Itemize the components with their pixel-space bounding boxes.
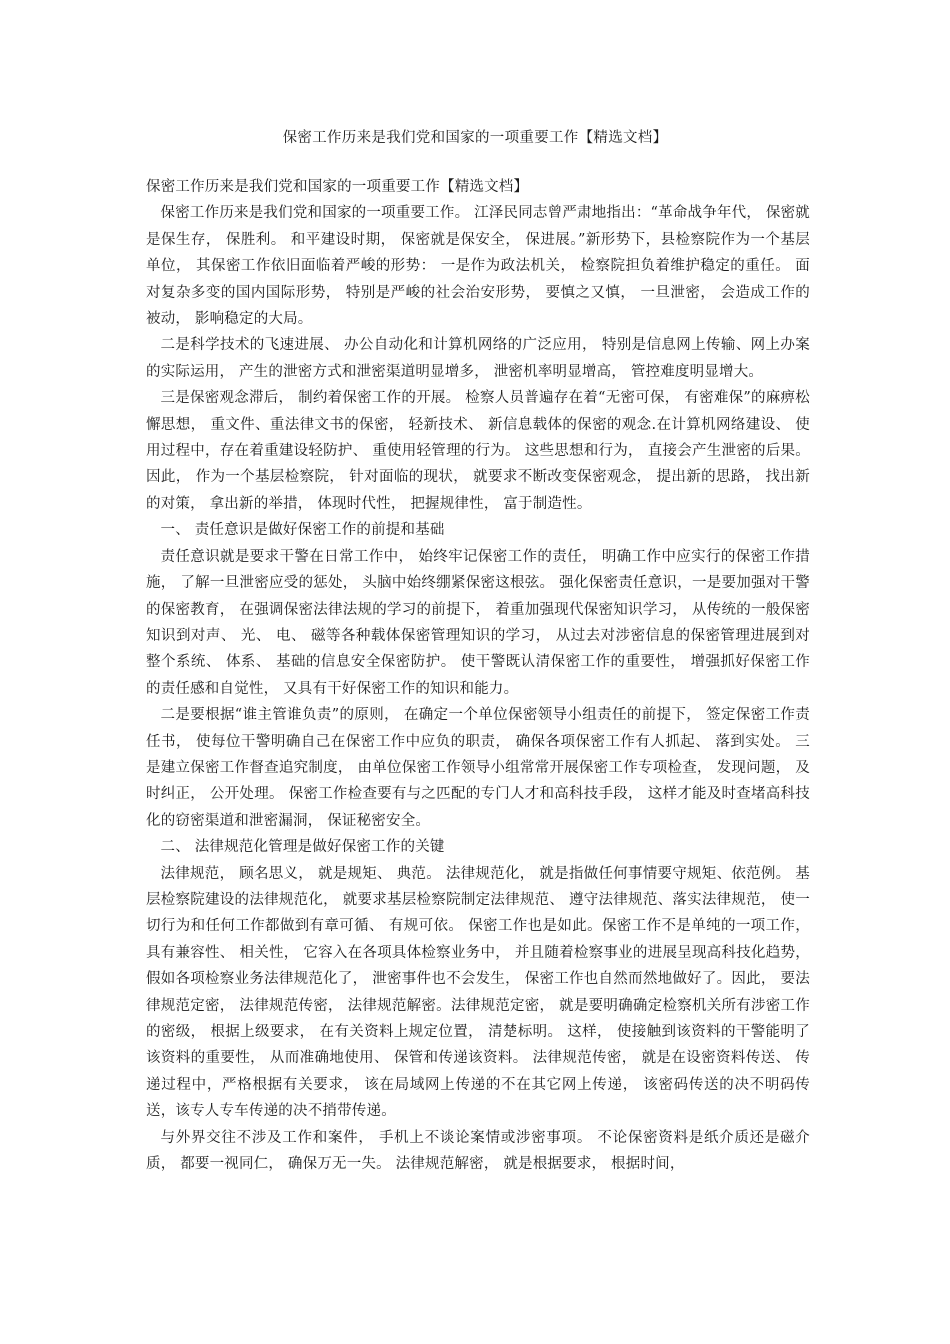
paragraph: 责任意识就是要求干警在日常工作中， 始终牢记保密工作的责任， 明确工作中应实行的保密工作措施， 了解一旦泄密应受的惩处， 头脑中始终绷紧保密这根弦。 强化保密责任意识，一是要加强对干警的保密教育， 在强调保密法律法规的学习的前提下， 着重加强现代保密知识学习， 从传统的一般保密知识到对声、 光、 电、 磁等各种载体保密管理知识的学习， 从过去对涉密信息的保密管理进展到对整个系统、 体系、 基础的信息安全保密防护。 使干警既认清保密工作的重要性， 增强抓好保密工作的责任感和自觉性， 又具有干好保密工作的知识和能力。 — [146, 548, 810, 697]
paragraph: 与外界交往不涉及工作和案件， 手机上不谈论案情或涉密事项。 不论保密资料是纸介质还是磁介质， 都要一视同仁， 确保万无一失。 法律规范解密， 就是根据要求， 根据时间， — [146, 1129, 810, 1173]
section-heading-1: 一、 责任意识是做好保密工作的前提和基础 — [160, 522, 445, 539]
paragraph: 保密工作历来是我们党和国家的一项重要工作。 江泽民同志曾严肃地指出：“革命战争年代， 保密就是保生存， 保胜利。 和平建设时期， 保密就是保安全， 保进展。”新形势下，县检察院作为一个基层单位， 其保密工作依旧面临着严峻的形势： 一是作为政法机关， 检察院担负着维护稳定的重任。 面对复杂多变的国内国际形势， 特别是严峻的社会治安形势， 要慎之又慎， 一旦泄密， 会造成工作的被动， 影响稳定的大局。 — [146, 205, 810, 328]
document-body — [146, 174, 810, 1177]
section-heading-2: 二、 法律规范化管理是做好保密工作的关键 — [160, 839, 445, 856]
paragraph: 二是要根据“谁主管谁负责”的原则， 在确定一个单位保密领导小组责任的前提下， 签定保密工作责任书， 使每位干警明确自己在保密工作中应负的职责， 确保各项保密工作有人抓起、 落到实处。 三是建立保密工作督查追究制度， 由单位保密工作领导小组常常开展保密工作专项检查， 发现问题， 及时纠正， 公开处理。 保密工作检查要有与之匹配的专门人才和高科技手段， 这样才能及时查堵高科技化的窃密渠道和泄密漏洞， 保证秘密安全。 — [146, 707, 810, 829]
paragraph: 法律规范， 顾名思义， 就是规矩、 典范。 法律规范化， 就是指做任何事情要守规矩、依范例。 基层检察院建设的法律规范化， 就要求基层检察院制定法律规范、 遵守法律规范、落实法律规范， 使一切行为和任何工作都做到有章可循、 有规可依。 保密工作也是如此。保密工作不是单纯的一项工作，具有兼容性、 相关性， 它容入在各项具体检察业务中， 并且随着检察事业的进展呈现高科技化趋势， 假如各项检察业务法律规范化了， 泄密事件也不会发生， 保密工作也自然而然地做好了。因此， 要法律规范定密， 法律规范传密， 法律规范解密。法律规范定密， 就是要明确确定检察机关所有涉密工作的密级， 根据上级要求， 在有关资料上规定位置， 清楚标明。 这样， 使接触到该资料的干警能明了该资料的重要性， 从而准确地使用、 保管和传递该资料。 法律规范传密， 就是在设密资料传送、 传递过程中，严格根据有关要求， 该在局域网上传递的不在其它网上传递， 该密码传送的决不明码传送，该专人专车传递的决不捎带传递。 — [146, 865, 810, 1120]
paragraph-heading: 保密工作历来是我们党和国家的一项重要工作【精选文档】 — [146, 179, 529, 195]
paragraph: 二是科学技术的飞速进展、 办公自动化和计算机网络的广泛应用， 特别是信息网上传输、网上办案的实际运用， 产生的泄密方式和泄密渠道明显增多， 泄密机率明显增高， 管控难度明显增大。 — [146, 337, 810, 380]
document-title: 保密工作历来是我们党和国家的一项重要工作【精选文档】 — [282, 130, 668, 146]
paragraph: 三是保密观念滞后， 制约着保密工作的开展。 检察人员普遍存在着“无密可保， 有密难保”的麻痹松懈思想， 重文件、重法律文书的保密， 轻新技术、 新信息载体的保密的观念.在计算机网络建设、 使用过程中，存在着重建设轻防护、 重使用轻管理的行为。 这些思想和行为， 直接会产生泄密的后果。 因此， 作为一个基层检察院， 针对面临的现状， 就要求不断改变保密观念， 提出新的思路， 找出新的对策， 拿出新的举措， 体现时代性， 把握规律性， 富于制造性。 — [146, 390, 810, 512]
